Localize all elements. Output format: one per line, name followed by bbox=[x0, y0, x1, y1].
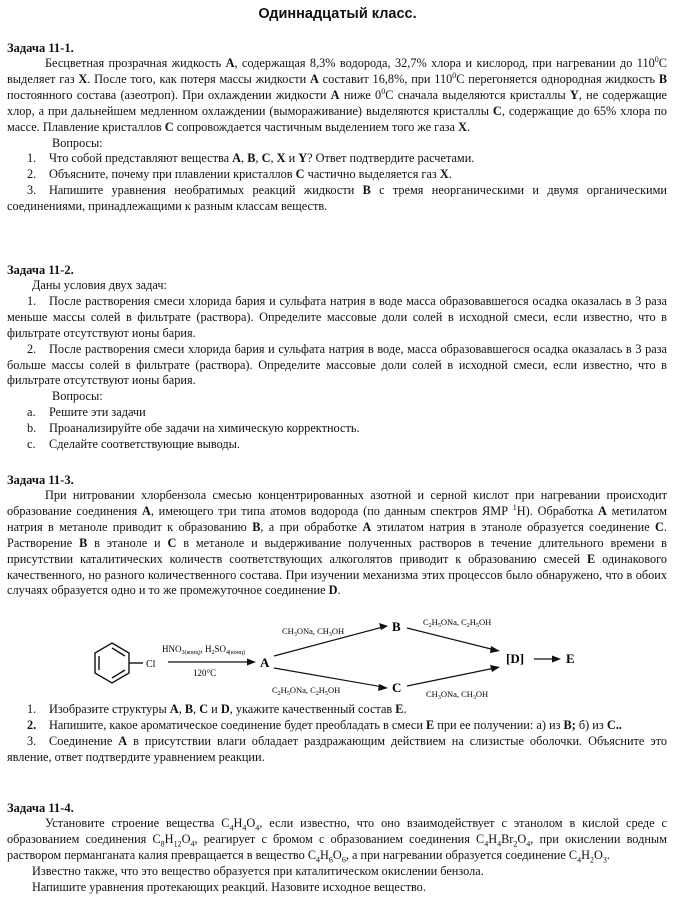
compound-b: B bbox=[392, 619, 401, 634]
nitration-reagents: $HNO_{3(конц)}$, $H_2SO_{4(конц)}$ bbox=[162, 644, 246, 656]
problem-text: Установите строение вещества $C_4H_4O_4$, если известно, что оно взаимодействует с этанолом в кислой среде с образованием соединения $C_8H_{12}O_4$, реагирует с бромом с образованием соединения $C_4H_4Br_2O_4$, при окислении водным раствором перманганата калия превращается в вещество $C_4H_6O_6$, а при нагревании образуется соединение $C_4H_2O_3$. bbox=[7, 816, 667, 865]
page-title: Одиннадцатый класс. bbox=[258, 6, 417, 22]
reagent-a-to-b: $CH_3ONa$, $CH_3OH$ bbox=[282, 626, 345, 638]
arrow-b-to-d bbox=[407, 628, 495, 650]
intermediate-d: [D] bbox=[506, 651, 525, 666]
problem-extra-1: Известно также, что это вещество образуется при каталитическом окислении бензола. bbox=[32, 863, 484, 878]
compound-c: C bbox=[392, 680, 402, 695]
reagent-a-to-c: $C_2H_5ONa$, $C_2H_5OH$ bbox=[272, 685, 341, 697]
product-e: E bbox=[566, 651, 575, 666]
temperature-label: 120°C bbox=[193, 668, 217, 678]
question-a: a. Решите эти задачи bbox=[27, 405, 146, 420]
problem-extra-2: Напишите уравнения протекающих реакций. Назовите исходное вещество. bbox=[32, 879, 426, 894]
question-1: 1. Что собой представляют вещества A, B, C, X и Y? Ответ подтвердите расчетами. bbox=[27, 151, 475, 166]
questions-label: Вопросы: bbox=[52, 389, 103, 404]
task-1: 1. После растворения смеси хлорида бария и сульфата натрия в воде масса образовавшегося осадка оказалась в 3 раза меньше массы солей в фильтрате (раствора). Определите массовые доли солей в исходной смеси, если известно, что в фильтрате отсутствуют ионы бария. bbox=[7, 293, 667, 340]
chlorobenzene-structure bbox=[95, 643, 143, 683]
question-3: 3. Соединение A в присутствии влаги обладает раздражающим действием на слизистые оболочки. Объясните это явление, ответ подтвердите уравнением реакции. bbox=[7, 733, 667, 764]
question-b: b. Проанализируйте обе задачи на химическую корректность. bbox=[27, 421, 360, 436]
question-2: 2. Напишите, какое ароматическое соединение будет преобладать в смеси E при ее получении: а) из B; б) из C.. bbox=[27, 717, 622, 732]
problem-11-3-questions bbox=[7, 702, 667, 766]
task-2: 2. После растворения смеси хлорида бария и сульфата натрия в воде, масса образовавшегося осадка оказалась в 3 раза больше массы солей в фильтрате (раствора). Определите массовые доли солей в исходной смеси, если известно, что в фильтрате отсутствуют ионы бария. bbox=[7, 341, 667, 388]
arrowhead bbox=[247, 659, 256, 666]
problem-text: При нитровании хлорбензола смесью концентрированных азотной и серной кислот при нагревании происходит образование соединения A, имеющего три типа атомов водорода (по данным спектров ЯМР $^1$H). Обработка A метилатом натрия в метаноле приводит к образованию B, а при обработке A этилатом натрия в этаноле образуется соединение C. Растворение B в этаноле и C в метаноле и выдерживание полученных растворов в течение длительного времени в присутствии каталитических количеств соответствующих алкоголятов приводит к образованию смесей E одинакового качественного, но разного количественного состава. При изучении механизма этих процессов было обнаружено, что в обоих случаях образуется одно и то же промежуточное соединение D. bbox=[7, 488, 668, 598]
question-3: 3. Напишите уравнения необратимых реакций жидкости B с тремя неорганическими и двумя органическими соединениями, принадлежащими к разным классам веществ. bbox=[7, 183, 667, 214]
problem-heading: Задача 11-4. bbox=[7, 801, 74, 815]
reagent-b-to-d: $C_2H_5ONa$, $C_2H_5OH$ bbox=[423, 617, 492, 629]
chlorine-label: Cl bbox=[146, 659, 156, 670]
question-2: 2. Объясните, почему при плавлении кристаллов C частично выделяется газ X. bbox=[27, 167, 452, 182]
problem-intro: Даны условия двух задач: bbox=[32, 278, 167, 292]
arrow-c-to-d bbox=[407, 668, 495, 686]
problem-heading: Задача 11-1. bbox=[7, 41, 74, 55]
problem-11-4 bbox=[7, 800, 667, 896]
compound-a: A bbox=[260, 655, 270, 670]
question-1: 1. Изобразите структуры A, B, C и D, укажите качественный состав E. bbox=[27, 702, 407, 716]
questions-label: Вопросы: bbox=[52, 135, 103, 150]
problem-heading: Задача 11-2. bbox=[7, 263, 74, 277]
question-c: c. Сделайте соответствующие выводы. bbox=[27, 437, 240, 452]
reagent-c-to-d: $CH_3ONa$, $CH_3OH$ bbox=[426, 689, 489, 701]
problem-heading: Задача 11-3. bbox=[7, 473, 74, 487]
problem-text: Бесцветная прозрачная жидкость A, содержащая 8,3% водорода, 32,7% хлора и кислород, при нагревании до $110^0C$ выделяет газ X. После того, как потеря массы жидкости A составит 16,8%, при $110^0C$ перегоняется однородная жидкость B постоянного состава (азеотроп). При охлаждении жидкости A ниже $0^0C$ сначала выделяются кристаллы Y, не содержащие хлор, а при дальнейшем медленном охлаждении (вымораживание) выделяются кристаллы C, содержащие до 65% хлора по массе. Плавление кристаллов C сопровождается частичным выделением того же газа X. bbox=[7, 54, 668, 134]
